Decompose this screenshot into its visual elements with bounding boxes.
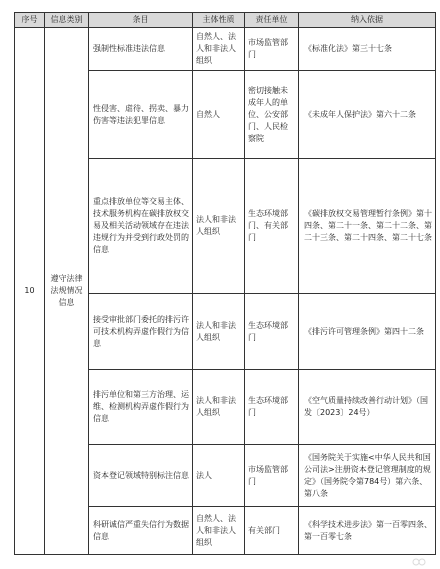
item-cell: 资本登记领域特别标注信息 <box>89 445 193 507</box>
basis-cell: 《标准化法》第三十七条 <box>299 28 436 71</box>
nature-cell: 自然人、法人和非法人组织 <box>193 507 245 555</box>
seq-cell: 10 <box>15 28 45 555</box>
header-nature: 主体性质 <box>193 13 245 28</box>
unit-cell: 市场监管部门 <box>245 445 299 507</box>
basis-cell: 《空气质量持续改善行动计划》（国发〔2023〕24号） <box>299 370 436 445</box>
item-cell: 性侵害、虐待、拐卖、暴力伤害等违法犯罪信息 <box>89 71 193 159</box>
unit-cell: 生态环境部门 <box>245 294 299 370</box>
basis-cell: 《国务院关于实施<中华人民共和国公司法>注册资本登记管理制度的规定》（国务院令第784号）第六条、第八条 <box>299 445 436 507</box>
header-basis: 纳入依据 <box>299 13 436 28</box>
header-category: 信息类别 <box>45 13 89 28</box>
nature-cell: 法人和非法人组织 <box>193 294 245 370</box>
unit-cell: 市场监管部门 <box>245 28 299 71</box>
table-row <box>15 28 436 71</box>
unit-cell: 密切接触未成年人的单位、公安部门、人民检察院 <box>245 71 299 159</box>
nature-cell: 法人 <box>193 445 245 507</box>
basis-cell: 《未成年人保护法》第六十二条 <box>299 71 436 159</box>
basis-cell: 《科学技术进步法》第一百零四条、第一百零七条 <box>299 507 436 555</box>
nature-cell: 法人和非法人组织 <box>193 159 245 294</box>
header-unit: 责任单位 <box>245 13 299 28</box>
credit-info-table <box>14 12 436 555</box>
item-cell: 排污单位和第三方治理、运维、检测机构弄虚作假行为信息 <box>89 370 193 445</box>
unit-cell: 生态环境部门、有关部门 <box>245 159 299 294</box>
basis-cell: 《排污许可管理条例》第四十二条 <box>299 294 436 370</box>
table-header-row <box>15 13 436 28</box>
basis-cell: 《碳排放权交易管理暂行条例》第十四条、第二十一条、第二十二条、第二十三条、第二十四条、第二十七条 <box>299 159 436 294</box>
unit-cell: 生态环境部门 <box>245 370 299 445</box>
item-cell: 科研诚信严重失信行为数据信息 <box>89 507 193 555</box>
unit-cell: 有关部门 <box>245 507 299 555</box>
item-cell: 接受审批部门委托的排污许可技术机构弄虚作假行为信息 <box>89 294 193 370</box>
nature-cell: 自然人 <box>193 71 245 159</box>
watermark-icon <box>412 557 426 567</box>
category-cell: 遵守法律法规情况信息 <box>45 28 89 555</box>
item-cell: 强制性标准违法信息 <box>89 28 193 71</box>
nature-cell: 自然人、法人和非法人组织 <box>193 28 245 71</box>
nature-cell: 法人和非法人组织 <box>193 370 245 445</box>
item-cell: 重点排放单位等交易主体、技术服务机构在碳排放权交易及相关活动领域存在违法违规行为并受到行政处罚的信息 <box>89 159 193 294</box>
header-item: 条目 <box>89 13 193 28</box>
header-seq: 序号 <box>15 13 45 28</box>
